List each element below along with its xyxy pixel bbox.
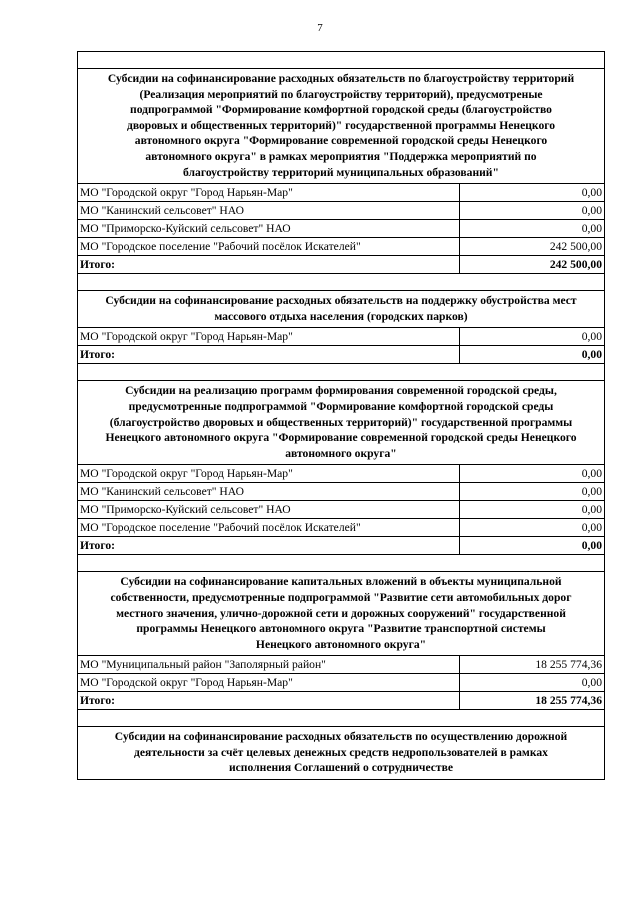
- section-spacer: [78, 364, 604, 381]
- table-row: [78, 184, 604, 202]
- table-row: [78, 656, 604, 674]
- municipality-name: МО "Городской округ "Город Нарьян-Мар": [78, 465, 460, 482]
- total-label: Итого:: [78, 346, 460, 363]
- municipality-name: МО "Городское поселение "Рабочий посёлок Искателей": [78, 519, 460, 536]
- amount-value: 0,00: [581, 204, 602, 218]
- municipality-name: МО "Городской округ "Город Нарьян-Мар": [78, 184, 460, 201]
- section-spacer: [78, 52, 604, 69]
- section-title: Субсидии на софинансирование расходных обязательств по осуществлению дорожной деятельности за счёт целевых денежных средств недропользователей в рамках исполнения Соглашений о сотрудничестве: [78, 727, 604, 780]
- total-row: [78, 692, 604, 710]
- amount-value: 0,00: [581, 330, 602, 344]
- municipality-name: МО "Канинский сельсовет" НАО: [78, 483, 460, 500]
- section-spacer: [78, 710, 604, 727]
- municipality-name: МО "Городской округ "Город Нарьян-Мар": [78, 674, 460, 691]
- table-row: [78, 519, 604, 537]
- table-row: [78, 501, 604, 519]
- amount-value: 0,00: [581, 485, 602, 499]
- municipality-name: МО "Муниципальный район "Заполярный район": [78, 656, 460, 673]
- municipality-name: МО "Городское поселение "Рабочий посёлок Искателей": [78, 238, 460, 255]
- table-row: [78, 465, 604, 483]
- section-title: Субсидии на софинансирование расходных обязательств по благоустройству территорий (Реализация мероприятий по благоустройству территорий), предусмотреные подпрограммой "Формирование комфортной городской среды (благоустройство дворовых и общественных территорий)" государственной программы Ненецкого автономного округа "Формирование современной городской среды Ненецкого автономного округа" в рамках мероприятия "Поддержка мероприятий по благоустройству территорий муниципальных образований": [78, 69, 604, 184]
- total-value: 18 255 774,36: [535, 694, 602, 708]
- total-label: Итого:: [78, 256, 460, 273]
- table-row: [78, 220, 604, 238]
- amount-value: 242 500,00: [549, 240, 602, 254]
- table-row: [78, 238, 604, 256]
- amount-value: 0,00: [581, 467, 602, 481]
- amount-value: 0,00: [581, 521, 602, 535]
- total-value: 242 500,00: [549, 258, 602, 272]
- total-row: [78, 537, 604, 555]
- municipality-name: МО "Приморско-Куйский сельсовет" НАО: [78, 501, 460, 518]
- table-row: [78, 202, 604, 220]
- amount-value: 0,00: [581, 222, 602, 236]
- amount-value: 18 255 774,36: [535, 658, 602, 672]
- section-title: Субсидии на реализацию программ формирования современной городской среды, предусмотренные подпрограммой "Формирование комфортной городской среды (благоустройство дворовых и общественных территорий)" государственной программы Ненецкого автономного округа "Формирование современной городской среды Ненецкого автономного округа": [78, 381, 604, 465]
- page-number: 7: [317, 22, 323, 34]
- section-title: Субсидии на софинансирование капитальных вложений в объекты муниципальной собственности, предусмотренные подпрограммой "Развитие сети автомобильных дорог местного значения, улично-дорожной сети и дорожных сооружений" государственной программы Ненецкого автономного округа "Развитие транспортной системы Ненецкого автономного округа": [78, 572, 604, 656]
- amount-value: 0,00: [581, 503, 602, 517]
- table-row: [78, 483, 604, 501]
- amount-value: 0,00: [581, 186, 602, 200]
- municipality-name: МО "Приморско-Куйский сельсовет" НАО: [78, 220, 460, 237]
- total-value: 0,00: [581, 348, 602, 362]
- section-title: Субсидии на софинансирование расходных обязательств на поддержку обустройства мест массового отдыха населения (городских парков): [78, 291, 604, 328]
- section-spacer: [78, 555, 604, 572]
- municipality-name: МО "Городской округ "Город Нарьян-Мар": [78, 328, 460, 345]
- amount-value: 0,00: [581, 676, 602, 690]
- table-row: [78, 674, 604, 692]
- total-label: Итого:: [78, 537, 460, 554]
- municipality-name: МО "Канинский сельсовет" НАО: [78, 202, 460, 219]
- total-label: Итого:: [78, 692, 460, 709]
- total-row: [78, 346, 604, 364]
- section-spacer: [78, 274, 604, 291]
- subsidy-table: [77, 51, 605, 780]
- total-value: 0,00: [581, 539, 602, 553]
- total-row: [78, 256, 604, 274]
- table-row: [78, 328, 604, 346]
